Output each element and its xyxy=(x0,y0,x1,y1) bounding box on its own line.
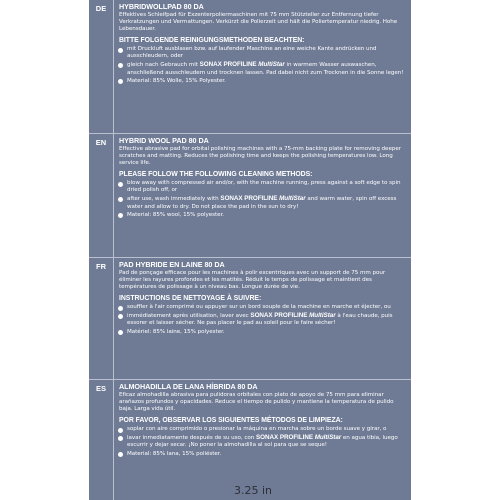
list-item: souffler à l'air comprimé ou appuyer sur un bord souple de la machine en marche et éjecter, ou xyxy=(119,304,407,311)
language-code: DE xyxy=(95,4,107,13)
bullet-icon xyxy=(118,213,123,218)
cleaning-list xyxy=(119,46,407,84)
list-item: soplar con aire comprimido o presionar la máquina en marcha sobre un borde suave y girar, o xyxy=(119,426,407,433)
bullet-icon xyxy=(118,48,123,53)
divider xyxy=(113,258,114,380)
bullet-icon xyxy=(118,314,123,319)
bullet-icon xyxy=(118,182,123,187)
product-title: ALMOHADILLA DE LANA HÍBRIDA 80 DA xyxy=(119,382,258,391)
list-item: gleich nach Gebrauch mit SONAX PROFILINE MultiStar in warmem Wasser auswaschen, anschließend ausschleudern und trocknen lassen. Pad dabei nicht zum Trocknen in die Sonne legen! xyxy=(119,61,407,76)
bullet-icon xyxy=(118,330,123,335)
cleaning-heading: PLEASE FOLLOW THE FOLLOWING CLEANING METHODS: xyxy=(119,171,313,179)
divider xyxy=(113,380,114,500)
list-item: immédiatement après utilisation, laver avec SONAX PROFILINE MultiStar à l'eau chaude, puis essorer et laisser sécher. Ne pas placer le pad au soleil pour le faire sécher! xyxy=(119,312,407,327)
brand-name: SONAX PROFILINE xyxy=(220,195,280,203)
cleaning-heading: BITTE FOLGENDE REINIGUNGSMETHODEN BEACHTEN: xyxy=(119,37,305,45)
cleaning-list xyxy=(119,304,407,335)
instruction-sheet xyxy=(89,0,411,500)
brand-name: SONAX PROFILINE xyxy=(199,61,259,69)
bullet-icon xyxy=(118,428,123,433)
bullet-icon xyxy=(118,197,123,202)
divider xyxy=(113,134,114,258)
language-code: FR xyxy=(96,262,106,271)
brand-product: MultiStar xyxy=(279,195,306,203)
list-item: mit Druckluft ausblasen bzw. auf laufender Maschine an eine weiche Kante andrücken und ausschleudern, oder xyxy=(119,46,407,60)
section-en xyxy=(89,133,411,258)
brand-product: MultiStar xyxy=(314,434,342,442)
product-description: Eficaz almohadilla abrasiva para pulidoras orbitales con plato de apoyo de 75 mm para eliminar arañazos profundos y opacidades. Reduce el tiempo de pulido y mantiene la temperatura de pulido baja. Larga vida útil. xyxy=(119,392,394,413)
list-item: Material: 85% lana, 15% poliéster. xyxy=(119,451,407,458)
cleaning-list xyxy=(119,180,407,218)
product-description: Effective abrasive pad for orbital polishing machines with a 75-mm backing plate for removing deeper scratches and matting. Reduces the polishing time and keeps the polishing temperatures low. Long service life. xyxy=(119,146,401,167)
divider xyxy=(113,0,114,133)
section-body xyxy=(119,136,407,220)
section-body xyxy=(119,2,407,86)
product-title: HYBRID WOOL PAD 80 DA xyxy=(119,136,209,145)
bullet-icon xyxy=(118,306,123,311)
product-title: HYBRIDWOLLPAD 80 DA xyxy=(119,2,204,11)
brand-product: MultiStar xyxy=(258,61,285,69)
section-de xyxy=(89,0,411,133)
brand-name: SONAX PROFILINE xyxy=(250,312,310,320)
cleaning-list xyxy=(119,426,407,457)
list-item: blow away with compressed air and/or, with the machine running, press against a soft edge to spin dried polish off, or xyxy=(119,180,407,194)
list-item: Matériel: 85% laine, 15% polyester. xyxy=(119,329,407,336)
cleaning-heading: POR FAVOR, OBSERVAR LOS SIGUIENTES MÉTODOS DE LIMPIEZA: xyxy=(119,417,343,425)
section-es xyxy=(89,379,411,500)
list-item: after use, wash immediately with SONAX PROFILINE MultiStar and warm water, spin off excess water and allow to dry. Do not place the pad in the sun to dry! xyxy=(119,195,407,210)
section-body xyxy=(119,382,407,459)
section-body xyxy=(119,260,407,337)
bullet-icon xyxy=(118,436,123,441)
cleaning-heading: INSTRUCTIONS DE NETTOYAGE À SUIVRE: xyxy=(119,295,262,303)
list-item: Material: 85% Wolle, 15% Polyester. xyxy=(119,78,407,85)
language-code: EN xyxy=(95,138,107,147)
bullet-icon xyxy=(118,452,123,457)
brand-product: MultiStar xyxy=(309,312,336,320)
product-description: Effektives Schleifpad für Exzenterpoliermaschinen mit 75 mm Stützteller zur Entfernung tiefer Verkratzungen und Vermattungen. Verkürzt die Polierzeit und hält die Poliertemperatur niedrig. Hohe Lebensdauer. xyxy=(119,12,398,33)
list-item: lavar inmediatamente después de su uso, con SONAX PROFILINE MultiStar en agua tibia, luego escurrir y dejar secar. ¡No poner la almohadilla al sol para que se seque! xyxy=(119,434,407,449)
size-label: 3.25 in xyxy=(233,484,273,497)
bullet-icon xyxy=(118,79,123,84)
section-fr xyxy=(89,257,411,380)
language-code: ES xyxy=(95,384,106,393)
brand-name: SONAX PROFILINE xyxy=(256,434,315,442)
list-item: Material: 85% wool, 15% polyester. xyxy=(119,212,407,219)
product-description: Pad de ponçage efficace pour les machines à polir excentriques avec un support de 75 mm pour éliminer les rayures profondes et les matités. Réduit le temps de polissage et maintient des températures de polissage à un niveau bas. Longue durée de vie. xyxy=(119,270,386,291)
bullet-icon xyxy=(118,63,123,68)
product-title: PAD HYBRIDE EN LAINE 80 DA xyxy=(119,260,225,269)
